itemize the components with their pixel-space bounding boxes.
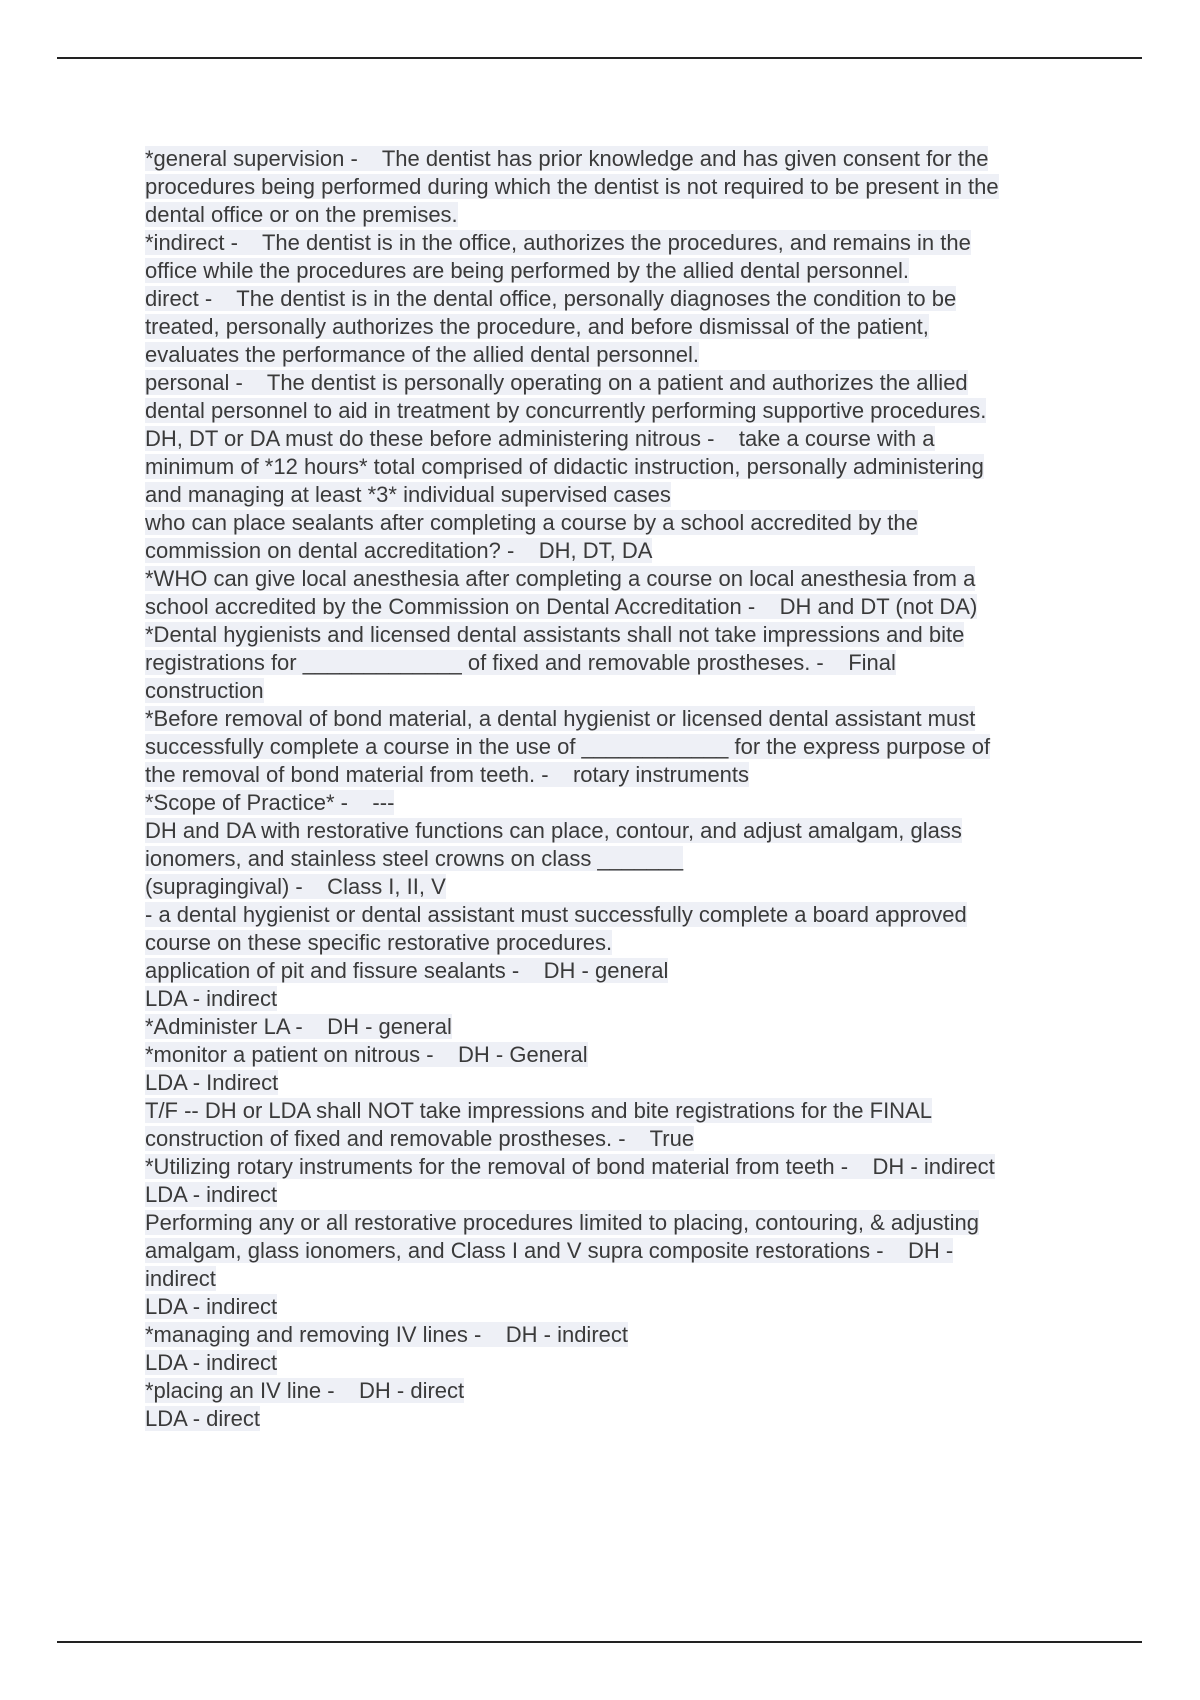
text-line-content: who can place sealants after completing a course by a school accredited by the	[145, 510, 918, 535]
text-line-content: application of pit and fissure sealants - DH - general	[145, 958, 669, 983]
text-line-content: procedures being performed during which the dentist is not required to be present in the	[145, 174, 999, 199]
text-line	[145, 1181, 1090, 1209]
text-line-content: *monitor a patient on nitrous - DH - General	[145, 1042, 588, 1067]
text-line-content: commission on dental accreditation? - DH, DT, DA	[145, 538, 653, 563]
text-line-content: *Administer LA - DH - general	[145, 1014, 452, 1039]
text-line	[145, 1125, 1090, 1153]
text-line	[145, 369, 1090, 397]
text-line-content: (supragingival) - Class I, II, V	[145, 874, 446, 899]
text-line	[145, 537, 1090, 565]
text-line-content: ionomers, and stainless steel crowns on class _______	[145, 846, 684, 871]
text-line	[145, 453, 1090, 481]
text-line	[145, 985, 1090, 1013]
text-line-content: dental office or on the premises.	[145, 202, 458, 227]
text-line	[145, 1321, 1090, 1349]
text-line-content: *indirect - The dentist is in the office, authorizes the procedures, and remains in the	[145, 230, 971, 255]
text-line	[145, 201, 1090, 229]
text-line-content: direct - The dentist is in the dental office, personally diagnoses the condition to be	[145, 286, 957, 311]
text-line	[145, 1209, 1090, 1237]
text-line-content: DH and DA with restorative functions can place, contour, and adjust amalgam, glass	[145, 818, 962, 843]
text-line	[145, 1097, 1090, 1125]
footer-rule	[57, 1641, 1142, 1643]
text-line	[145, 705, 1090, 733]
text-line	[145, 761, 1090, 789]
text-line-content: LDA - direct	[145, 1406, 260, 1431]
text-line-content: and managing at least *3* individual supervised cases	[145, 482, 671, 507]
text-line	[145, 1405, 1090, 1433]
text-line-content: construction of fixed and removable prostheses. - True	[145, 1126, 695, 1151]
text-line	[145, 565, 1090, 593]
text-line-content: successfully complete a course in the use of ____________ for the express purpose of	[145, 734, 991, 759]
text-line	[145, 901, 1090, 929]
text-line	[145, 957, 1090, 985]
text-line-content: *placing an IV line - DH - direct	[145, 1378, 465, 1403]
text-line-content: *Utilizing rotary instruments for the removal of bond material from teeth - DH - indirect	[145, 1154, 995, 1179]
text-line-content: *general supervision - The dentist has prior knowledge and has given consent for the	[145, 146, 989, 171]
text-line-content: dental personnel to aid in treatment by concurrently performing supportive procedures.	[145, 398, 987, 423]
text-line	[145, 1377, 1090, 1405]
text-line	[145, 173, 1090, 201]
text-line-content: evaluates the performance of the allied dental personnel.	[145, 342, 700, 367]
text-line	[145, 929, 1090, 957]
text-line	[145, 257, 1090, 285]
text-line	[145, 313, 1090, 341]
text-line-content: LDA - indirect	[145, 986, 278, 1011]
text-line-content: *Before removal of bond material, a dental hygienist or licensed dental assistant must	[145, 706, 976, 731]
text-line-content: Performing any or all restorative procedures limited to placing, contouring, & adjusting	[145, 1210, 979, 1235]
text-line	[145, 425, 1090, 453]
header-rule	[57, 57, 1142, 59]
text-line	[145, 593, 1090, 621]
text-line-content: - a dental hygienist or dental assistant must successfully complete a board approved	[145, 902, 967, 927]
text-line	[145, 509, 1090, 537]
text-line-content: school accredited by the Commission on Dental Accreditation - DH and DT (not DA)	[145, 594, 978, 619]
text-line	[145, 649, 1090, 677]
text-line-content: registrations for _____________ of fixed and removable prostheses. - Final	[145, 650, 896, 675]
text-line-content: LDA - indirect	[145, 1182, 278, 1207]
text-line	[145, 1237, 1090, 1265]
text-line-content: LDA - indirect	[145, 1350, 278, 1375]
text-line	[145, 677, 1090, 705]
text-line	[145, 1265, 1090, 1293]
text-line	[145, 1041, 1090, 1069]
text-line	[145, 397, 1090, 425]
text-line	[145, 1293, 1090, 1321]
text-line-content: personal - The dentist is personally operating on a patient and authorizes the allied	[145, 370, 968, 395]
text-line	[145, 845, 1090, 873]
text-line	[145, 733, 1090, 761]
text-line-content: LDA - Indirect	[145, 1070, 279, 1095]
text-line-content: the removal of bond material from teeth. - rotary instruments	[145, 762, 750, 787]
document-body	[145, 145, 1090, 1433]
text-line	[145, 1349, 1090, 1377]
text-line	[145, 481, 1090, 509]
text-line-content: T/F -- DH or LDA shall NOT take impressions and bite registrations for the FINAL	[145, 1098, 932, 1123]
text-line-content: construction	[145, 678, 264, 703]
text-line-content: course on these specific restorative procedures.	[145, 930, 613, 955]
text-line	[145, 817, 1090, 845]
text-line-content: office while the procedures are being performed by the allied dental personnel.	[145, 258, 909, 283]
text-line-content: LDA - indirect	[145, 1294, 278, 1319]
text-line-content: *managing and removing IV lines - DH - indirect	[145, 1322, 628, 1347]
text-line	[145, 145, 1090, 173]
text-line	[145, 1069, 1090, 1097]
text-line-content: DH, DT or DA must do these before administering nitrous - take a course with a	[145, 426, 935, 451]
text-line	[145, 873, 1090, 901]
text-line-content: *Dental hygienists and licensed dental assistants shall not take impressions and bite	[145, 622, 965, 647]
text-line-content: *WHO can give local anesthesia after completing a course on local anesthesia from a	[145, 566, 976, 591]
text-line	[145, 285, 1090, 313]
text-line	[145, 789, 1090, 817]
text-line-content: treated, personally authorizes the procedure, and before dismissal of the patient,	[145, 314, 929, 339]
text-line-content: minimum of *12 hours* total comprised of didactic instruction, personally administering	[145, 454, 984, 479]
text-line	[145, 621, 1090, 649]
text-line-content: amalgam, glass ionomers, and Class I and V supra composite restorations - DH -	[145, 1238, 954, 1263]
text-line-content: indirect	[145, 1266, 216, 1291]
text-line	[145, 341, 1090, 369]
text-line	[145, 229, 1090, 257]
text-line	[145, 1153, 1090, 1181]
text-line	[145, 1013, 1090, 1041]
text-line-content: *Scope of Practice* - ---	[145, 790, 395, 815]
